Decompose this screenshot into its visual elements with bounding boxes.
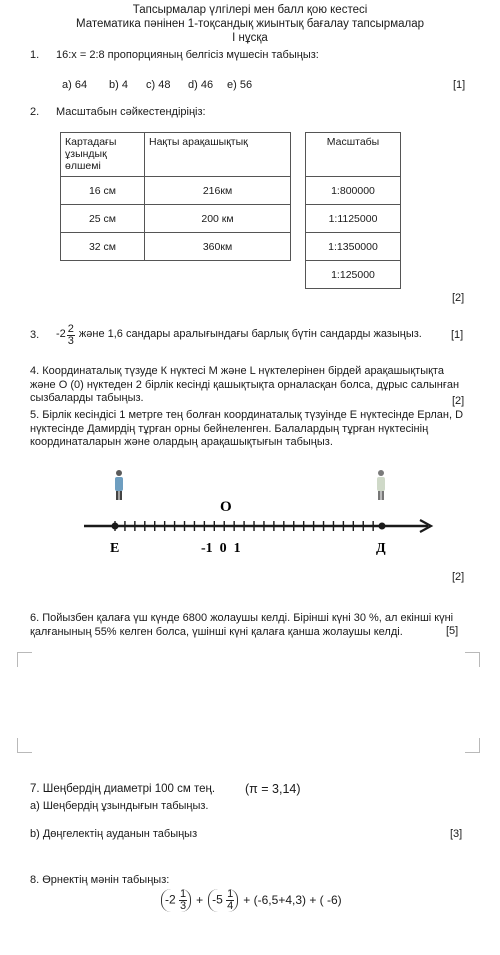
q6-points: [5] bbox=[446, 625, 459, 637]
q1-option-b: b) 4 bbox=[109, 79, 128, 91]
q5-text: 5. Бірлік кесіндісі 1 метрге тең болған координаталық түзуінде Е нүктесінде Ерлан, D нүктесінде Дамирдің тұрған орны бейнеленген. Балалардың тұрған нүктесінің координаталарын және олардың арақашықтығын табыңыз. bbox=[30, 409, 464, 448]
person-damir-icon bbox=[377, 470, 385, 500]
table-cell-map: 25 см bbox=[61, 205, 145, 233]
label-point-e: E bbox=[110, 541, 120, 556]
q7-part-b: b) Дөңгелектің ауданын табыңыз bbox=[30, 828, 198, 840]
q1-option-e: e) 56 bbox=[227, 79, 253, 91]
q1-option-d: d) 46 bbox=[188, 79, 214, 91]
q1-text: 16:x = 2:8 пропорцияның белгісіз мүшесін табыңыз: bbox=[56, 49, 319, 61]
q3-text: және 1,6 сандары аралығындағы барлық бүтін сандарды жазыңыз. bbox=[78, 328, 422, 341]
doc-title: Тапсырмалар үлгілері мен балл қою кестесі bbox=[132, 4, 368, 16]
person-erlan-icon bbox=[115, 470, 123, 500]
q4-points: [2] bbox=[452, 395, 465, 407]
q3-fraction-denominator: 3 bbox=[67, 334, 74, 347]
q3-fraction bbox=[67, 324, 75, 347]
corner-mark bbox=[17, 738, 32, 753]
table-cell-map bbox=[61, 261, 145, 289]
q3-line bbox=[56, 318, 422, 352]
q8-expression bbox=[161, 884, 342, 916]
q8-title: 8. Өрнектің мәнін табыңыз: bbox=[30, 874, 170, 886]
label-point-d: Д bbox=[376, 541, 386, 556]
q4-text: 4. Координаталық түзуде К нүктесі М және L нүктелерінен бірдей арақашықтықта және О (0) нүктеден 2 бірлік кесінді қашықтықта орналасқан болса, дұрыс салынған сызбаларды табыңыз. bbox=[30, 365, 460, 404]
variant-label: І нұсқа bbox=[232, 32, 268, 44]
q8-term2-fraction bbox=[226, 889, 234, 912]
q5-points: [2] bbox=[452, 571, 465, 583]
q1-points: [1] bbox=[453, 79, 466, 91]
table-cell-real bbox=[145, 261, 291, 289]
q8-term2-numerator: 1 bbox=[227, 887, 234, 900]
q7-points: [3] bbox=[450, 828, 463, 840]
point-e-dot bbox=[112, 523, 119, 530]
q1-option-c: c) 48 bbox=[146, 79, 171, 91]
q8-rest: + (-6,5+4,3) + ( -6) bbox=[243, 893, 342, 907]
q3-whole: -2 bbox=[56, 328, 66, 341]
table-cell-scale: 1:800000 bbox=[306, 177, 401, 205]
q3-points: [1] bbox=[451, 329, 464, 341]
q8-term1-fraction bbox=[179, 889, 187, 912]
q6-text: 6. Пойызбен қалаға үш күнде 6800 жолаушы келді. Бірінші күні 30 %, ал екінші күні қалғанының 55% келген болса, үшінші күні қалаға қанша жолаушы келді. bbox=[30, 612, 454, 638]
corner-mark bbox=[17, 652, 32, 667]
table-cell-real: 216км bbox=[145, 177, 291, 205]
table-cell-scale: 1:1350000 bbox=[306, 233, 401, 261]
doc-subtitle: Математика пәнінен 1-тоқсандық жиынтық бағалау тапсырмалар bbox=[75, 18, 424, 30]
q8-term1 bbox=[161, 889, 191, 912]
q8-term1-numerator: 1 bbox=[180, 887, 187, 900]
number-line-diagram bbox=[80, 460, 450, 560]
label-ticks-minus1-0-1: -1 0 1 bbox=[201, 541, 241, 556]
label-origin-o: O bbox=[220, 499, 232, 515]
table-cell-real: 200 км bbox=[145, 205, 291, 233]
corner-mark bbox=[465, 652, 480, 667]
q8-term2 bbox=[208, 889, 238, 912]
point-d-dot bbox=[379, 523, 386, 530]
q1-number: 1. bbox=[30, 49, 40, 61]
q8-plus-sign: + bbox=[196, 893, 204, 907]
table-cell-map: 16 см bbox=[61, 177, 145, 205]
q8-term1-denominator: 3 bbox=[180, 899, 187, 912]
table-header-map-length: Картадағы ұзындық өлшемі bbox=[61, 133, 145, 177]
scale-matching-table bbox=[60, 132, 401, 289]
q8-term2-denominator: 4 bbox=[227, 899, 234, 912]
q2-number: 2. bbox=[30, 106, 40, 118]
table-cell-real: 360км bbox=[145, 233, 291, 261]
q3-number: 3. bbox=[30, 329, 40, 341]
q7-title: 7. Шеңбердің диаметрі 100 см тең. bbox=[30, 783, 216, 795]
q7-part-a: a) Шеңбердің ұзындығын табыңыз. bbox=[30, 800, 209, 812]
table-cell-map: 32 см bbox=[61, 233, 145, 261]
q3-fraction-numerator: 2 bbox=[67, 322, 74, 335]
q2-points: [2] bbox=[452, 292, 465, 304]
table-header-real-distance: Нақты арақашықтық bbox=[145, 133, 291, 177]
table-header-scale: Масштабы bbox=[306, 133, 401, 177]
q1-option-a: a) 64 bbox=[62, 79, 88, 91]
q2-text: Масштабын сәйкестендіріңіз: bbox=[56, 106, 206, 118]
q8-term2-whole: -5 bbox=[212, 892, 223, 907]
q8-term1-whole: -2 bbox=[165, 892, 176, 907]
corner-mark bbox=[465, 738, 480, 753]
table-cell-scale: 1:1125000 bbox=[306, 205, 401, 233]
q7-pi: (π = 3,14) bbox=[245, 782, 301, 796]
table-cell-scale: 1:125000 bbox=[306, 261, 401, 289]
